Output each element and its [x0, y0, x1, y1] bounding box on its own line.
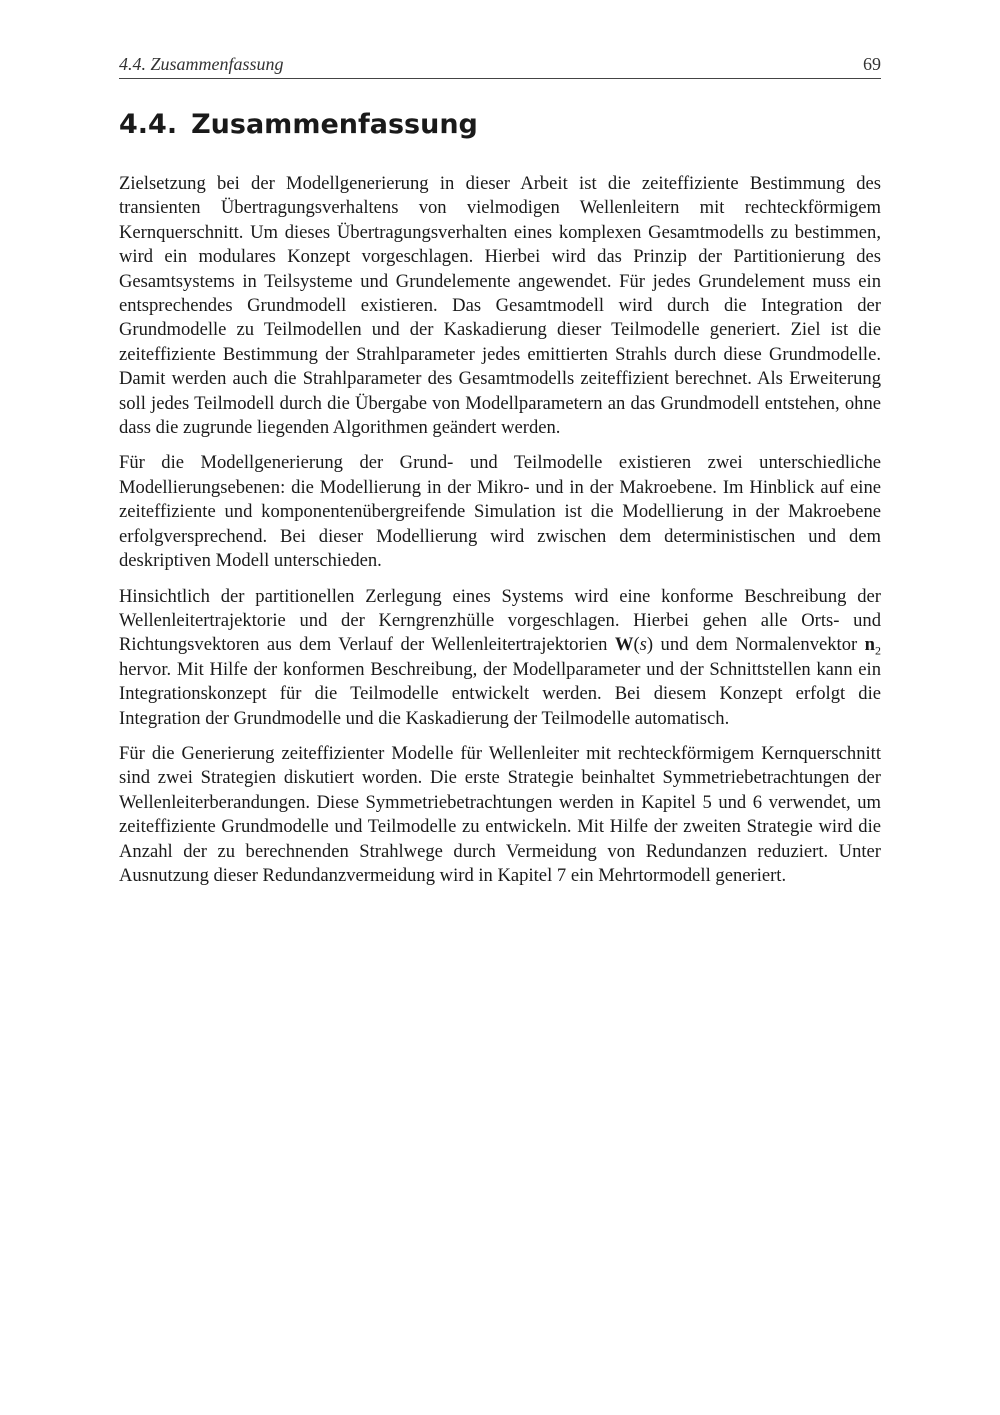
math-symbol-W: W — [614, 634, 634, 656]
page-number: 69 — [863, 54, 881, 74]
paragraph-2: Für die Modellgenerierung der Grund- und Teilmodelle existieren zwei unterschiedliche Modellierungsebenen: die Modellierung in der Mikro- und in der Makroebene. Im Hinblick auf eine zeiteffiziente und komponentenübergreifende Simulation ist die Modellierung in der Makroebene erfolgversprechend. Bei dieser Modellierung wird zwischen dem deterministischen und dem deskriptiven Modell unterschieden. — [119, 452, 881, 572]
body-text — [119, 172, 881, 899]
paragraph-3-text-middle: und dem Normalenvektor — [653, 634, 865, 656]
math-symbol-n: n — [864, 634, 875, 656]
math-paren-close: ) — [646, 634, 654, 656]
running-header — [119, 54, 881, 79]
section-number: 4.4. — [119, 109, 178, 140]
math-paren-open: ( — [633, 634, 640, 656]
section-heading — [119, 108, 478, 142]
paragraph-3-text-end: hervor. Mit Hilfe der konformen Beschreibung, der Modellparameter und der Schnittstellen kann ein Integrationskonzept für die Teilmodelle entwickelt werden. Bei diesem Konzept erfolgt die Integration der Grundmodelle und die Kaskadierung der Teilmodelle automatisch. — [119, 658, 881, 729]
paragraph-3 — [119, 585, 881, 731]
running-title: 4.4. Zusammenfassung — [119, 54, 284, 74]
paragraph-3-text-start: Hinsichtlich der partitionellen Zerlegung eines Systems wird eine konforme Beschreibung der Wellenleitertrajektorie und der Kerngrenzhülle vorgeschlagen. Hierbei gehen alle Orts- und Richtungsvektoren aus dem Verlauf der Wellenleitertrajektorien — [119, 585, 881, 656]
math-subscript-2: 2 — [875, 644, 881, 659]
section-title: Zusammenfassung — [191, 109, 478, 140]
paragraph-4: Für die Generierung zeiteffizienter Modelle für Wellenleiter mit rechteckförmigem Kernquerschnitt sind zwei Strategien diskutiert worden. Die erste Strategie beinhaltet Symmetriebetrachtungen der Wellenleiterberandungen. Diese Symmetriebetrachtungen werden in Kapitel 5 und 6 verwendet, um zeiteffiziente Grundmodelle und Teilmodelle zu entwickeln. Mit Hilfe der zweiten Strategie wird die Anzahl der zu berechnenden Strahlwege durch Vermeidung von Redundanzen reduziert. Unter Ausnutzung dieser Redundanzvermeidung wird in Kapitel 7 ein Mehrtormodell generiert. — [119, 742, 881, 886]
math-symbol-s: s — [639, 634, 647, 656]
paragraph-1: Zielsetzung bei der Modellgenerierung in dieser Arbeit ist die zeiteffiziente Bestimmung des transienten Übertragungsverhaltens von vielmodigen Wellenleitern mit rechteckförmigem Kernquerschnitt. Um dieses Übertragungsverhalten eines komplexen Gesamtmodells zu bestimmen, wird ein modulares Konzept vorgeschlagen. Hierbei wird das Prinzip der Partitionierung des Gesamtsystems in Teilsysteme und Grundelemente angewendet. Für jedes Grundelement muss ein entsprechendes Grundmodell existieren. Das Gesamtmodell wird durch die Integration der Grundmodelle zu Teilmodellen und der Kaskadierung dieser Teilmodelle generiert. Ziel ist die zeiteffiziente Bestimmung der Strahlparameter jedes emittierten Strahls durch diese Grundmodelle. Damit werden auch die Strahlparameter des Gesamtmodells zeiteffizient berechnet. Als Erweiterung soll jedes Teilmodell durch die Übergabe von Modellparametern an das Grundmodell entstehen, ohne dass die zugrunde liegenden Algorithmen geändert werden. — [119, 173, 881, 439]
